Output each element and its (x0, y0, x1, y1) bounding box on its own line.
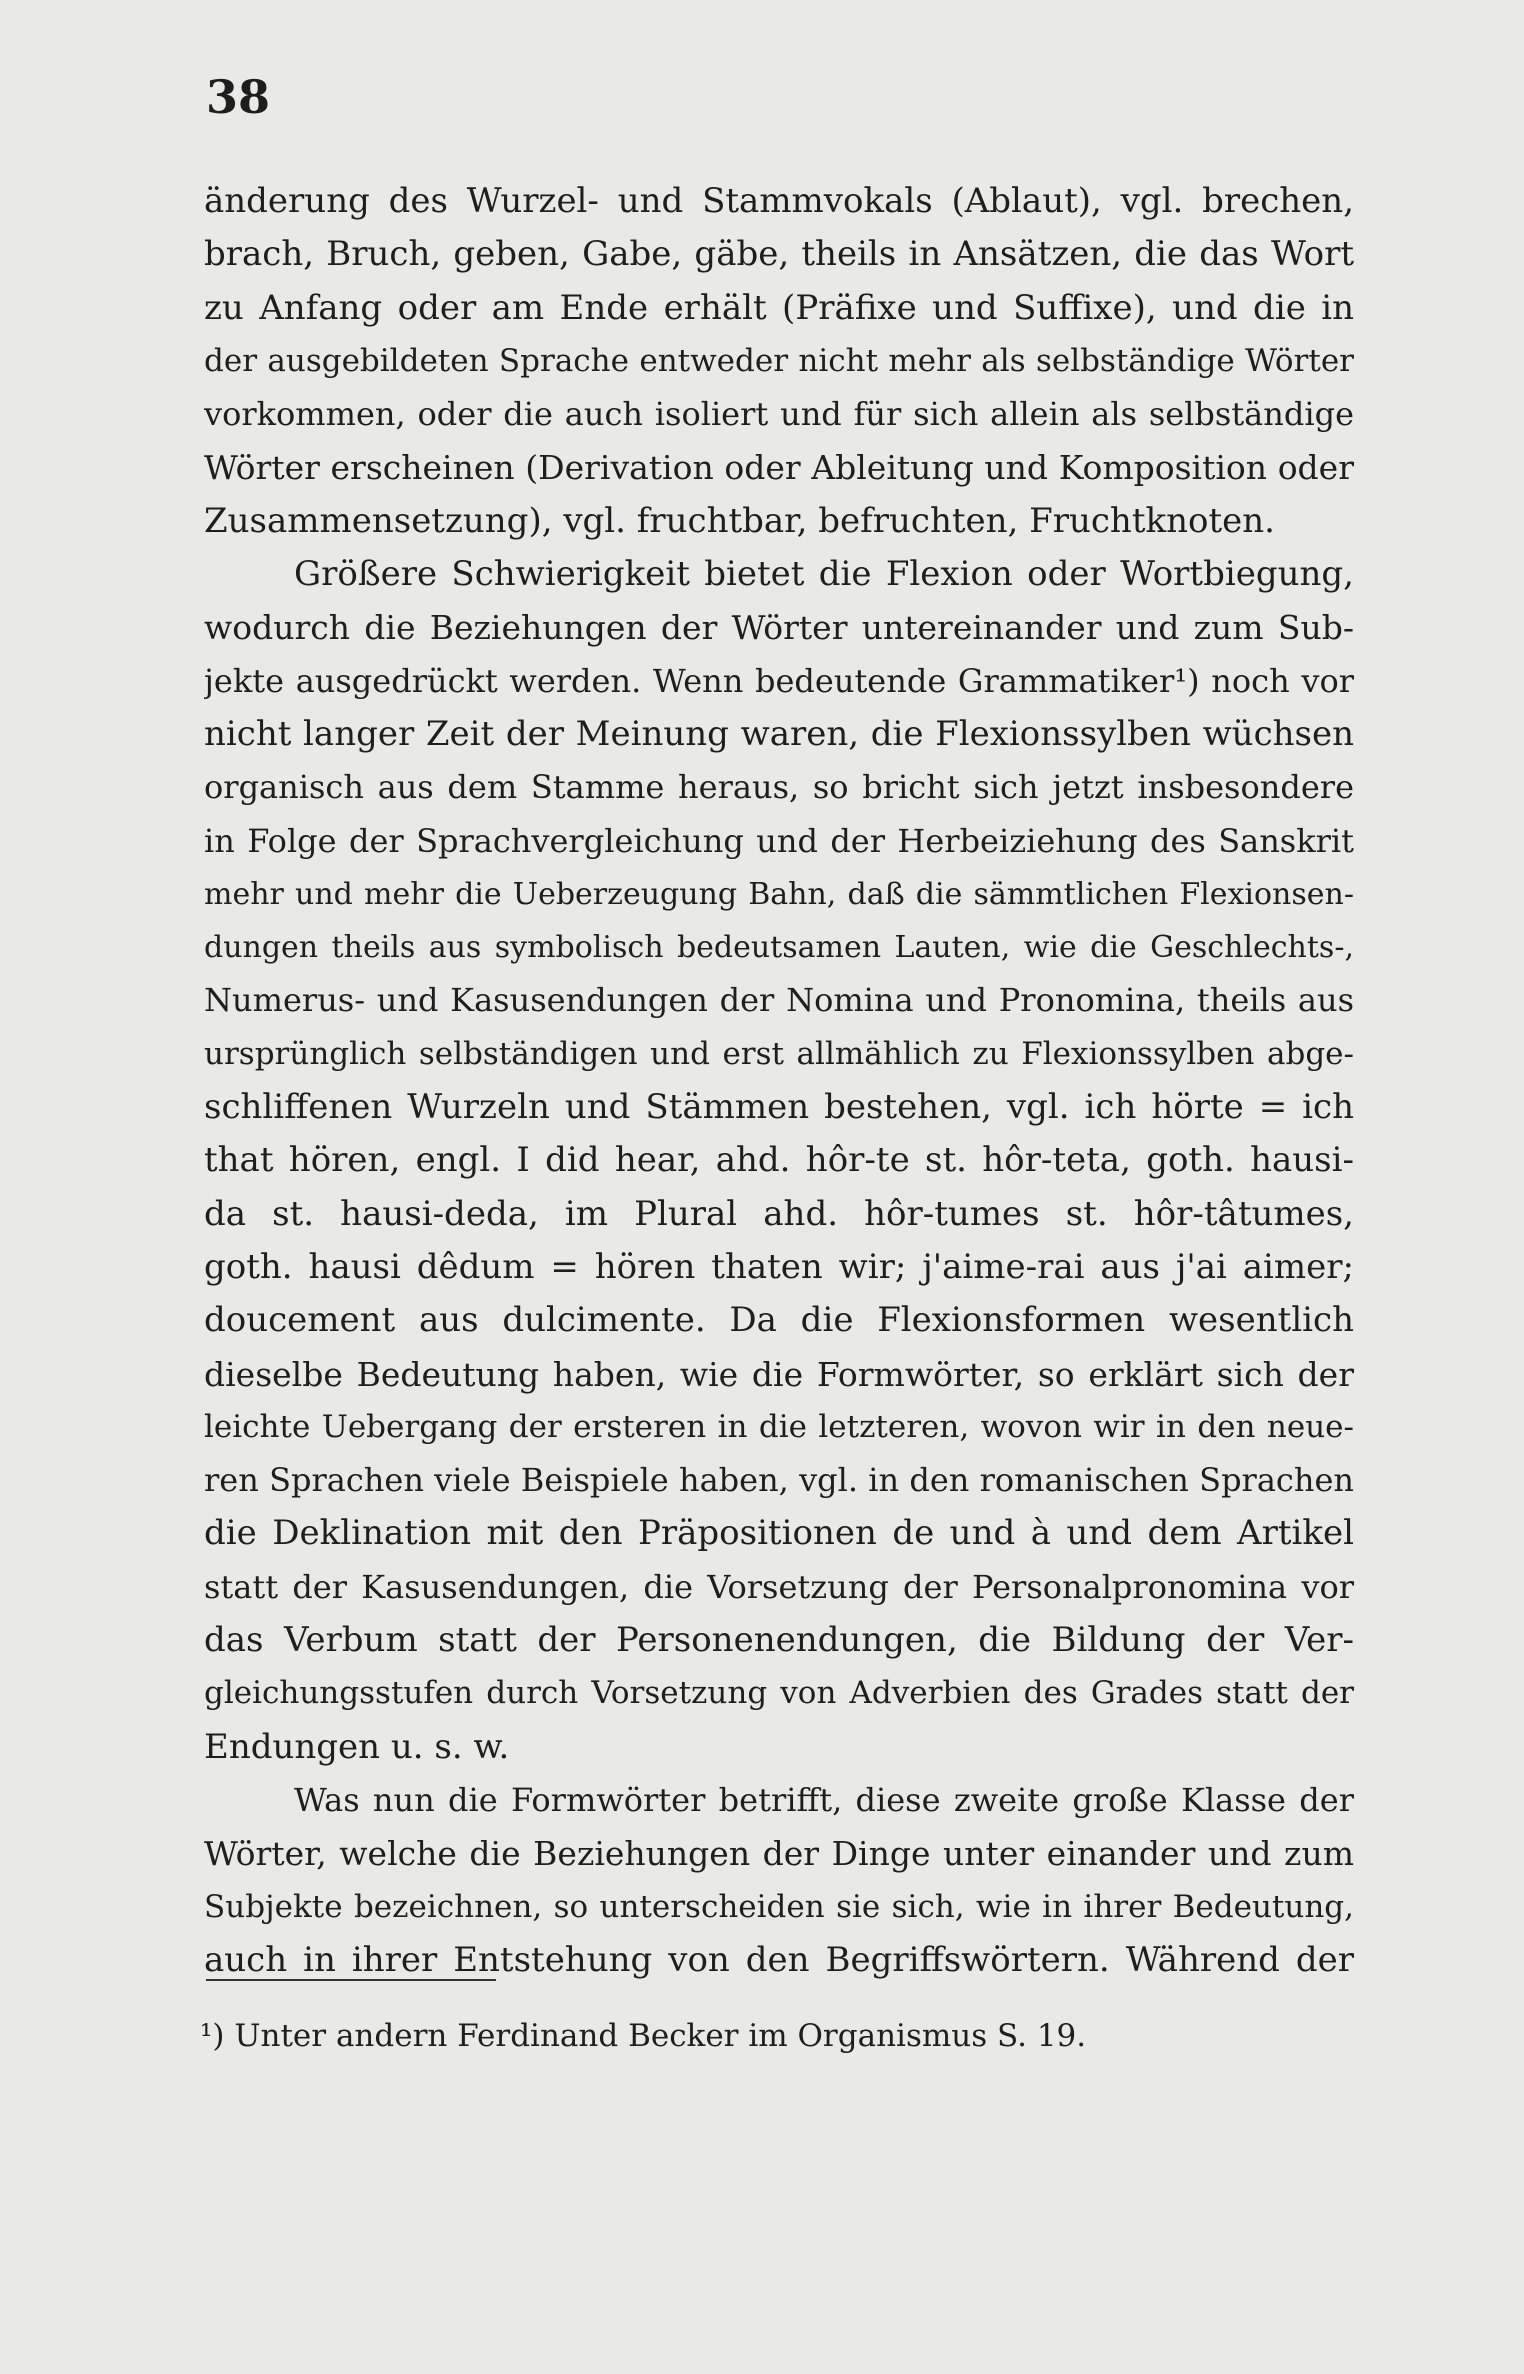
text-line: auch in ihrer Entstehung von den Begriffswörtern. Während der (204, 1939, 1354, 1980)
text-line: statt der Kasusendungen, die Vorsetzung der Personalpronomina vor (204, 1567, 1354, 1606)
text-line: Wörter erscheinen (Derivation oder Ableitung und Komposition oder (204, 448, 1354, 488)
text-line: organisch aus dem Stamme heraus, so bricht sich jetzt insbesondere (204, 768, 1354, 807)
text-line: da st. hausi-deda, im Plural ahd. hôr-tumes st. hôr-tâtumes, (204, 1193, 1354, 1234)
text-line: jekte ausgedrückt werden. Wenn bedeutende Grammatiker¹) noch vor (204, 661, 1354, 700)
body-text (204, 175, 1354, 1987)
text-line: das Verbum statt der Personenendungen, die Bildung der Ver- (204, 1620, 1354, 1661)
text-line: zu Anfang oder am Ende erhält (Präfixe und Suffixe), und die in (204, 287, 1354, 328)
text-line: gleichungsstufen durch Vorsetzung von Adverbien des Grades statt der (204, 1675, 1354, 1712)
text-line: nicht langer Zeit der Meinung waren, die Flexionssylben wüchsen (204, 713, 1354, 754)
text-line: änderung des Wurzel- und Stammvokals (Ablaut), vgl. brechen, (204, 181, 1354, 221)
text-line: doucement aus dulcimente. Da die Flexionsformen wesentlich (204, 1300, 1354, 1341)
text-line: dungen theils aus symbolisch bedeutsamen Lauten, wie die Geschlechts-, (204, 930, 1354, 966)
footnote-divider (206, 1979, 496, 1981)
text-line: mehr und mehr die Ueberzeugung Bahn, daß die sämmtlichen Flexionsen- (204, 876, 1354, 912)
footnote: ¹) Unter andern Ferdinand Becker im Organismus S. 19. (200, 2018, 1087, 2054)
text-line: vorkommen, oder die auch isoliert und für sich allein als selbständige (204, 395, 1354, 434)
page-number: 38 (206, 70, 271, 124)
text-line: that hören, engl. I did hear, ahd. hôr-te st. hôr-teta, goth. hausi- (204, 1140, 1354, 1181)
text-line: schliffenen Wurzeln und Stämmen bestehen, vgl. ich hörte = ich (204, 1087, 1354, 1128)
text-line: in Folge der Sprachvergleichung und der Herbeiziehung des Sanskrit (204, 821, 1354, 860)
text-line: leichte Uebergang der ersteren in die letzteren, wovon wir in den neue- (204, 1408, 1354, 1445)
text-line: Subjekte bezeichnen, so unterscheiden sie sich, wie in ihrer Bedeutung, (204, 1888, 1354, 1925)
text-line: ren Sprachen viele Beispiele haben, vgl. in den romanischen Sprachen (204, 1461, 1354, 1500)
text-line: goth. hausi dêdum = hören thaten wir; j'aime-rai aus j'ai aimer; (204, 1246, 1354, 1287)
text-line: wodurch die Beziehungen der Wörter untereinander und zum Sub- (204, 608, 1354, 648)
text-line: ursprünglich selbständigen und erst allmählich zu Flexionssylben abge- (204, 1035, 1354, 1072)
text-line: Wörter, welche die Beziehungen der Dinge unter einander und zum (204, 1834, 1354, 1874)
text-line: brach, Bruch, geben, Gabe, gäbe, theils in Ansätzen, die das Wort (204, 234, 1354, 275)
text-line: der ausgebildeten Sprache entweder nicht mehr als selbständige Wörter (204, 342, 1354, 379)
text-line: Größere Schwierigkeit bietet die Flexion oder Wortbiegung, (294, 554, 1354, 595)
text-line: Zusammensetzung), vgl. fruchtbar, befruchten, Fruchtknoten. (204, 500, 1275, 541)
text-line: Numerus- und Kasusendungen der Nomina und Pronomina, theils aus (204, 981, 1354, 1020)
text-line: Was nun die Formwörter betrifft, diese zweite große Klasse der (294, 1780, 1354, 1819)
text-line: dieselbe Bedeutung haben, wie die Formwörter, so erklärt sich der (204, 1354, 1354, 1394)
text-line: Endungen u. s. w. (204, 1726, 510, 1767)
text-line: die Deklination mit den Präpositionen de und à und dem Artikel (204, 1513, 1354, 1554)
